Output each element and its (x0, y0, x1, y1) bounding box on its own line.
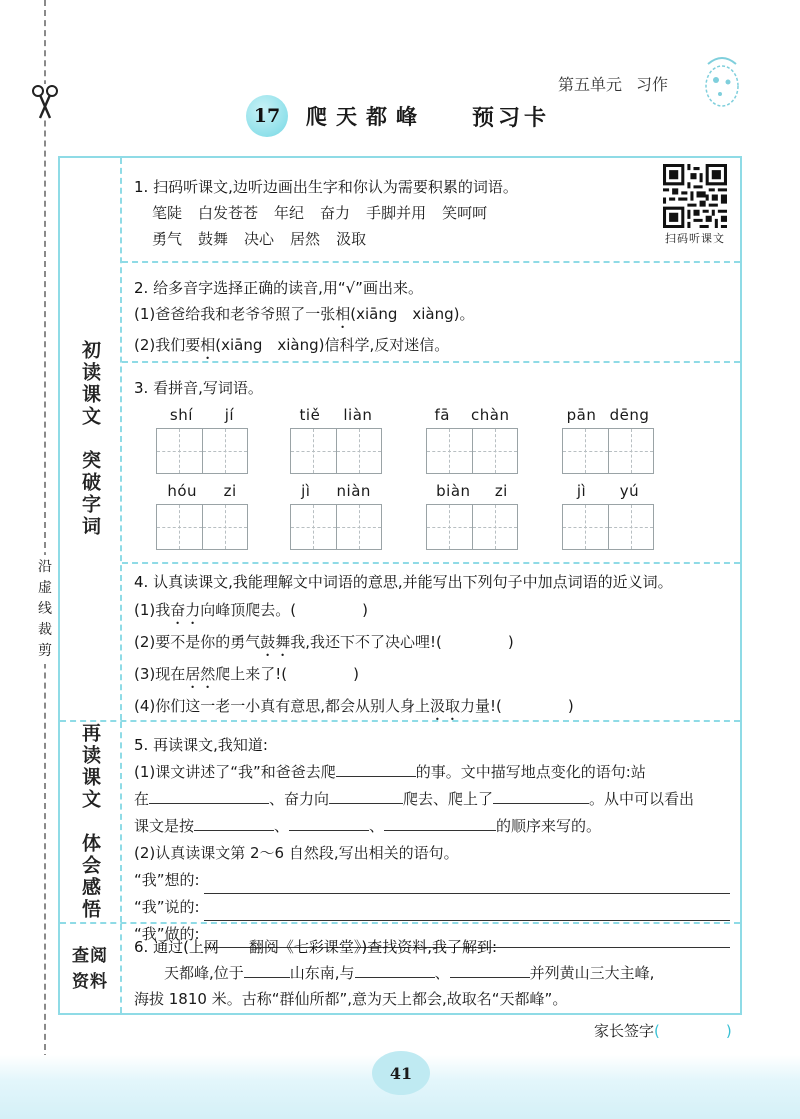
side-label-lookup: 查阅资料 (60, 924, 122, 1013)
pinyin-item (154, 406, 250, 474)
writing-cell[interactable] (203, 429, 248, 473)
answer-blank[interactable] (289, 813, 369, 831)
pinyin-label: jì yú (576, 482, 640, 500)
writing-cell[interactable] (609, 429, 654, 473)
scissors-icon (30, 84, 60, 120)
answer-blank[interactable] (450, 960, 530, 978)
writing-grid[interactable] (156, 504, 248, 550)
pinyin-label: biàn zi (436, 482, 508, 500)
question-6-text: 6. 通过(上网 翻阅《七彩课堂》)查找资料,我了解到: (134, 938, 498, 956)
writing-grid[interactable] (290, 428, 382, 474)
question-2-item-1: (1)爸爸给我和老爷爷照了一张相(xiāng xiàng)。 (134, 305, 475, 323)
answer-blank[interactable] (329, 786, 403, 804)
writing-cell[interactable] (337, 429, 382, 473)
pinyin-item (154, 482, 250, 550)
answer-blank[interactable] (244, 960, 290, 978)
answer-blank[interactable] (194, 813, 274, 831)
writing-cell[interactable] (563, 505, 609, 549)
writing-cell[interactable] (473, 505, 518, 549)
question-5-line-1: (1)课文讲述了“我”和爸爸去爬 的事。文中描写地点变化的语句:站 (134, 759, 730, 786)
question-6 (134, 934, 730, 1012)
writing-cell[interactable] (291, 429, 337, 473)
question-4-item-4: (4)你们这一老一小真有意思,都会从别人身上汲取力量!( ) (134, 697, 574, 715)
emphasized-word: 相 (335, 305, 351, 323)
qr-code[interactable] (660, 164, 730, 246)
card-title: 预习卡 (472, 105, 551, 131)
lesson-title: 爬天都峰 (306, 104, 426, 129)
unit-label (558, 72, 682, 95)
writing-grid[interactable] (426, 428, 518, 474)
qr-code-icon (663, 164, 727, 228)
signature-field[interactable] (660, 1018, 726, 1036)
section-name: 习作 (636, 75, 669, 94)
question-1-text: 1. 扫码听课文,边听边画出生字和你认为需要积累的词语。 (134, 178, 518, 196)
writing-cell[interactable] (609, 505, 654, 549)
question-5-line-2: 在 、奋力向 爬去、爬上了 。从中可以看出 (134, 786, 730, 813)
pinyin-label: hóu zi (167, 482, 237, 500)
writing-grid[interactable] (290, 504, 382, 550)
pinyin-item (288, 406, 384, 474)
qr-caption: 扫码听课文 (665, 232, 725, 245)
writing-cell[interactable] (563, 429, 609, 473)
decoration-icon (698, 52, 746, 110)
question-4-item-2: (2)要不是你的勇气鼓舞我,我还下不了决心哩!( ) (134, 633, 514, 651)
thought-row: “我”想的: (134, 867, 730, 894)
vocab-word: 笑呵呵 (442, 204, 488, 222)
answer-line[interactable] (204, 874, 730, 894)
writing-cell[interactable] (337, 505, 382, 549)
emphasized-word: 奋力 (170, 601, 201, 619)
writing-grid[interactable] (562, 428, 654, 474)
emphasized-word: 鼓舞 (260, 633, 291, 651)
side-label-first-read: 初读课文 突破字词 (60, 158, 122, 720)
writing-cell[interactable] (427, 429, 473, 473)
question-1 (134, 174, 730, 252)
side-label-second-read: 再读课文 体会感悟 (60, 722, 122, 922)
title-row (246, 96, 550, 136)
worksheet-frame (58, 156, 742, 1015)
emphasized-word: 居然 (185, 665, 216, 683)
said-row: “我”说的: (134, 894, 730, 921)
unit-name: 第五单元 (558, 75, 623, 94)
question-5-line-3: 课文是按 、 、 的顺序来写的。 (134, 813, 730, 840)
vocab-word: 居然 (290, 230, 321, 248)
parent-signature: 家长签字( ) (594, 1018, 732, 1041)
writing-grid[interactable] (562, 504, 654, 550)
question-5-line-4: (2)认真读课文第 2～6 自然段,写出相关的语句。 (134, 844, 459, 862)
word-list-1 (134, 200, 730, 226)
pinyin-item (424, 406, 520, 474)
writing-cell[interactable] (203, 505, 248, 549)
question-6-line-1: 天都峰,位于 山东南,与 、 并列黄山三大主峰, (134, 960, 730, 986)
vocab-word: 鼓舞 (198, 230, 229, 248)
vocab-word: 决心 (244, 230, 275, 248)
pinyin-label: fā chàn (434, 406, 510, 424)
answer-blank[interactable] (384, 813, 496, 831)
vocab-word: 手脚并用 (366, 204, 427, 222)
pinyin-item (288, 482, 384, 550)
vocab-word: 白发苍苍 (198, 204, 259, 222)
question-6-line-2: 海拔 1810 米。古称“群仙所都”,意为天上都会,故取名“天都峰”。 (134, 990, 568, 1008)
question-5-text: 5. 再读课文,我知道: (134, 736, 268, 754)
question-4 (134, 568, 730, 724)
answer-blank[interactable] (149, 786, 269, 804)
pinyin-item (424, 482, 520, 550)
writing-cell[interactable] (291, 505, 337, 549)
cut-line (44, 0, 46, 1060)
writing-cell[interactable] (157, 505, 203, 549)
question-2 (134, 275, 730, 363)
emphasized-word: 汲取 (430, 697, 461, 715)
emphasized-word: 相 (200, 336, 216, 354)
answer-blank[interactable] (336, 759, 416, 777)
question-4-item-1: (1)我奋力向峰顶爬去。( ) (134, 601, 368, 619)
divider (122, 261, 740, 263)
question-4-text: 4. 认真读课文,我能理解文中词语的意思,并能写出下列句子中加点词语的近义词。 (134, 573, 673, 591)
vocab-word: 汲取 (336, 230, 367, 248)
answer-blank[interactable] (355, 960, 435, 978)
page-number: 41 (372, 1051, 430, 1095)
pinyin-item (560, 482, 656, 550)
writing-cell[interactable] (473, 429, 518, 473)
writing-grid[interactable] (156, 428, 248, 474)
pinyin-label: jì niàn (301, 482, 371, 500)
question-2-text: 2. 给多音字选择正确的读音,用“√”画出来。 (134, 279, 423, 297)
divider (122, 562, 740, 564)
writing-grid[interactable] (426, 504, 518, 550)
pinyin-label: shí jí (169, 406, 235, 424)
answer-line[interactable] (204, 901, 730, 921)
pinyin-label: tiě liàn (299, 406, 373, 424)
vocab-word: 勇气 (152, 230, 183, 248)
question-3 (134, 375, 730, 401)
answer-blank[interactable] (493, 786, 589, 804)
did-row: “我”做的: (134, 921, 730, 948)
question-3-text: 3. 看拼音,写词语。 (134, 379, 263, 397)
pinyin-item (560, 406, 656, 474)
question-5 (134, 732, 730, 948)
pinyin-label: pān dēng (566, 406, 650, 424)
vocab-word: 年纪 (274, 204, 305, 222)
lesson-number: 17 (246, 95, 288, 137)
cut-instruction: 沿虚线裁剪 (33, 555, 57, 664)
question-4-item-3: (3)现在居然爬上来了!( ) (134, 665, 359, 683)
question-2-item-2: (2)我们要相(xiāng xiàng)信科学,反对迷信。 (134, 336, 450, 354)
word-list-2 (134, 226, 730, 252)
vocab-word: 奋力 (320, 204, 351, 222)
writing-cell[interactable] (427, 505, 473, 549)
vocab-word: 笔陡 (152, 204, 183, 222)
writing-cell[interactable] (157, 429, 203, 473)
